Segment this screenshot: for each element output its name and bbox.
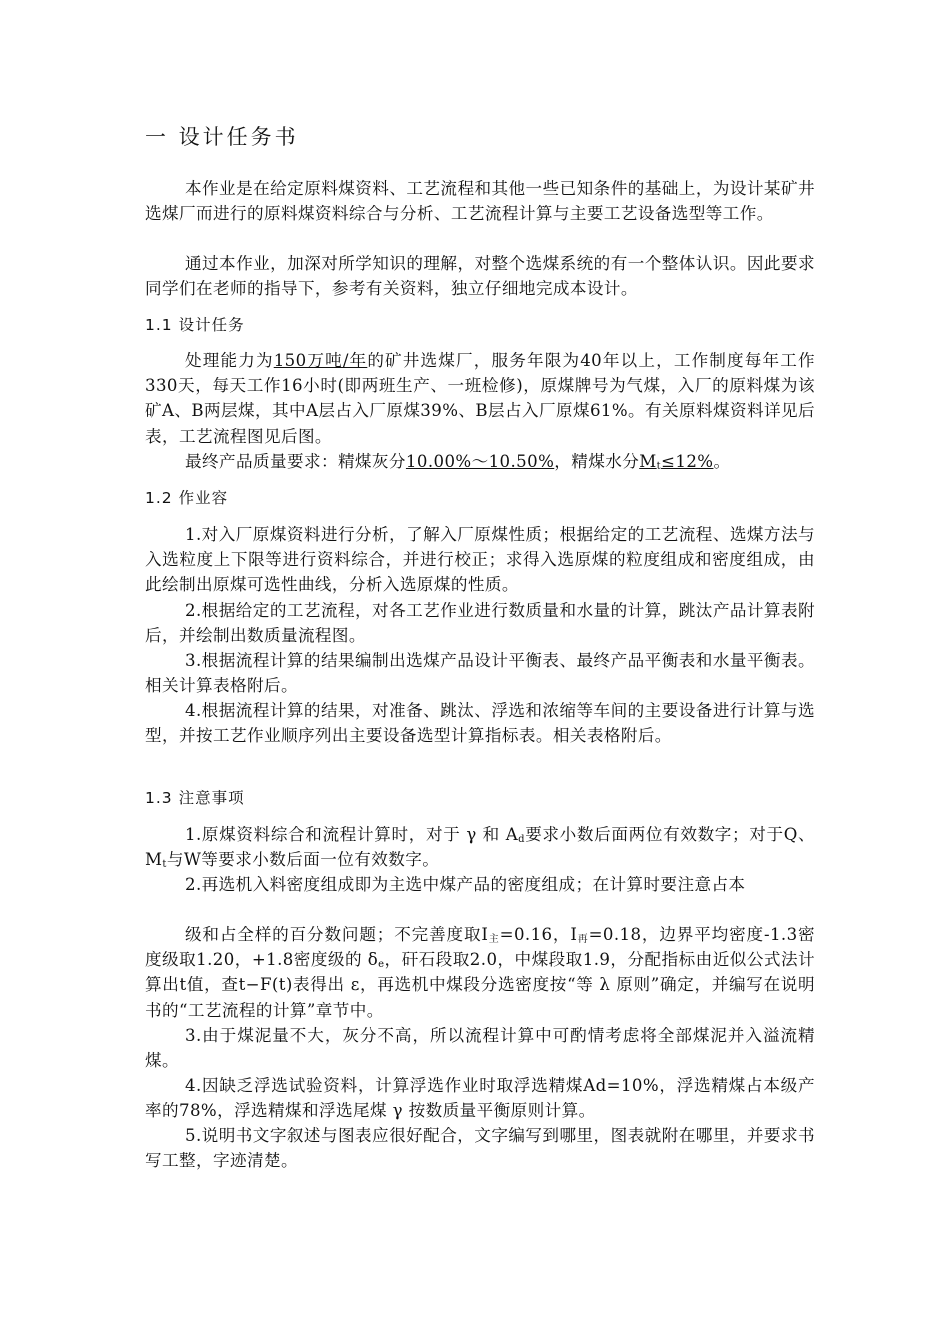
work-item-1: 1.对入厂原煤资料进行分析，了解入厂原煤性质；根据给定的工艺流程、选煤方法与入选粒度上下限等进行资料综合，并进行校正；求得入选原煤的粒度组成和密度组成，由此绘制出原煤可选性曲线，分析入选原煤的性质。 bbox=[145, 525, 815, 595]
note-2: 2.再选机入料密度组成即为主选中煤产品的密度组成；在计算时要注意占本 bbox=[185, 875, 746, 894]
work-item-4: 4.根据流程计算的结果，对准备、跳汰、浮选和浓缩等车间的主要设备进行计算与选型，并按工艺作业顺序列出主要设备选型计算指标表。相关表格附后。 bbox=[145, 701, 815, 746]
heading-1-1: 1.1 设计任务 bbox=[145, 316, 245, 334]
note-5: 5.说明书文字叙述与图表应很好配合，文字编写到哪里，图表就附在哪里，并要求书写工整，字迹清楚。 bbox=[145, 1126, 815, 1171]
note-3: 3.由于煤泥量不大，灰分不高，所以流程计算中可酌情考虑将全部煤泥并入溢流精煤。 bbox=[145, 1026, 815, 1071]
work-item-3: 3.根据流程计算的结果编制出选煤产品设计平衡表、最终产品平衡表和水量平衡表。相关计算表格附后。 bbox=[145, 651, 815, 696]
heading-1-2: 1.2 作业容 bbox=[145, 489, 229, 507]
work-item-2: 2.根据给定的工艺流程，对各工艺作业进行数质量和水量的计算，跳汰产品计算表附后，并绘制出数质量流程图。 bbox=[145, 601, 815, 646]
capacity-value: 150万吨/年 bbox=[273, 351, 368, 370]
note-2-continued: 级和占全样的百分数问题；不完善度取$I_主=0.16$，$I_再=0.18$，边界平均密度-1.3密度级取1.20，+1.8密度级的 $\delta_e$，矸石段取2.0，中煤段取1.9，分配指标由近似公式法计算出t值，查t−F(t)表得出 ε，再选机中煤段分选密度按“等 λ 原则”确定，并编写在说明书的“工艺流程的计算”章节中。 bbox=[145, 925, 815, 1020]
note-1: 1.原煤资料综合和流程计算时，对于 γ 和 $A_d$要求小数后面两位有效数字；对于Q、$M_t$与W等要求小数后面一位有效数字。 bbox=[145, 825, 815, 871]
ash-range: 10.00%～10.50% bbox=[405, 452, 555, 471]
quality-requirement: 最终产品质量要求：精煤灰分10.00%～10.50%，精煤水分$M_t\le 12\%$。 bbox=[185, 452, 731, 472]
section-title: 一 设计任务书 bbox=[145, 125, 299, 149]
heading-1-3: 1.3 注意事项 bbox=[145, 789, 245, 807]
moisture-spec: $M_t\le 12\%$ bbox=[639, 452, 714, 472]
intro-paragraph-2: 通过本作业，加深对所学知识的理解，对整个选煤系统的有一个整体认识。因此要求同学们在老师的指导下，参考有关资料，独立仔细地完成本设计。 bbox=[145, 254, 815, 299]
task-paragraph: 处理能力为150万吨/年的矿井选煤厂，服务年限为40年以上，工作制度每年工作330天，每天工作16小时(即两班生产、一班检修)，原煤牌号为气煤，入厂的原料煤为该矿A、B两层煤，其中A层占入厂原煤39%、B层占入厂原煤61%。有关原料煤资料详见后表，工艺流程图见后图。 bbox=[145, 351, 816, 446]
intro-paragraph-1: 本作业是在给定原料煤资料、工艺流程和其他一些已知条件的基础上，为设计某矿井选煤厂而进行的原料煤资料综合与分析、工艺流程计算与主要工艺设备选型等工作。 bbox=[145, 179, 815, 224]
note-4: 4.因缺乏浮选试验资料，计算浮选作业时取浮选精煤Ad=10%，浮选精煤占本级产率的78%，浮选精煤和浮选尾煤 γ 按数质量平衡原则计算。 bbox=[145, 1076, 815, 1121]
